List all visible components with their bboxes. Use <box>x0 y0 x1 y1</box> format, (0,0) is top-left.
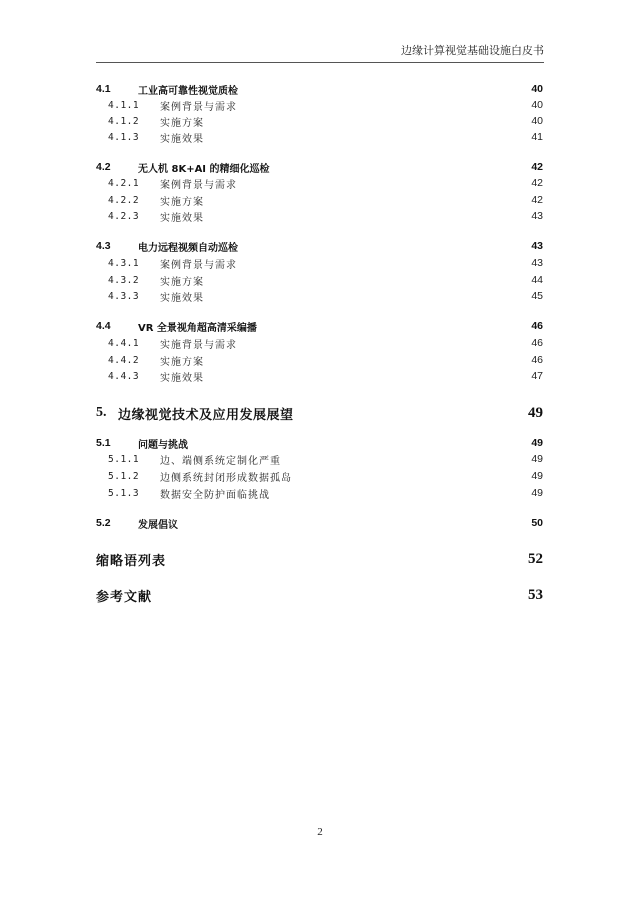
toc-page: 49 <box>531 487 543 499</box>
toc-page: 49 <box>528 404 543 421</box>
toc-number: 4.2 <box>96 161 111 173</box>
toc-page: 49 <box>531 437 543 449</box>
toc-entry-4-2-3[interactable] <box>96 208 543 224</box>
toc-entry-5-1-1[interactable] <box>96 451 543 467</box>
toc-page: 53 <box>528 586 543 603</box>
toc-title: 边缘视觉技术及应用发展展望 <box>118 407 294 423</box>
toc-page: 40 <box>531 115 543 127</box>
toc-entry-4-2-1[interactable] <box>96 175 543 191</box>
toc-page: 41 <box>531 131 543 143</box>
toc-title: 数据安全防护面临挑战 <box>160 489 270 501</box>
toc-number: 5.1.3 <box>108 487 140 499</box>
toc-number: 4.2.1 <box>108 177 140 189</box>
toc-entry-5-2[interactable] <box>96 515 543 531</box>
toc-number: 4.1.3 <box>108 131 140 143</box>
toc-page: 43 <box>531 257 543 269</box>
toc-entry-4-4-3[interactable] <box>96 368 543 384</box>
toc-page: 49 <box>531 453 543 465</box>
toc-title: 参考文献 <box>96 589 153 605</box>
toc-entry-5-1[interactable] <box>96 435 543 451</box>
toc-chapter-5[interactable] <box>96 402 543 424</box>
toc-title: 边侧系统封闭形成数据孤岛 <box>160 472 292 484</box>
toc-title: VR 全景视角超高清采编播 <box>138 322 257 334</box>
toc-page: 43 <box>531 210 543 222</box>
toc-title: 工业高可靠性视觉质检 <box>138 85 238 97</box>
toc-number: 5.1.2 <box>108 470 140 482</box>
toc-page: 42 <box>531 177 543 189</box>
toc-number: 4.4.1 <box>108 337 140 349</box>
page-number: 2 <box>317 826 323 838</box>
toc-title: 案例背景与需求 <box>160 179 237 191</box>
toc-title: 实施效果 <box>160 212 204 224</box>
toc-number: 4.4.3 <box>108 370 140 382</box>
toc-entry-4-3-2[interactable] <box>96 272 543 288</box>
toc-number: 5.2 <box>96 517 111 529</box>
toc-page: 42 <box>531 194 543 206</box>
toc-entry-4-3-3[interactable] <box>96 288 543 304</box>
toc-number: 5. <box>96 405 107 420</box>
toc-page: 44 <box>531 274 543 286</box>
toc-number: 4.1.2 <box>108 115 140 127</box>
toc-title: 实施方案 <box>160 276 204 288</box>
page-header <box>96 44 544 63</box>
toc-entry-4-3-1[interactable] <box>96 255 543 271</box>
toc-page: 42 <box>531 161 543 173</box>
toc-title: 案例背景与需求 <box>160 259 237 271</box>
toc-title: 边、端侧系统定制化严重 <box>160 455 281 467</box>
toc-entry-4-2[interactable] <box>96 159 543 175</box>
toc-page: 47 <box>531 370 543 382</box>
toc-entry-4-2-2[interactable] <box>96 192 543 208</box>
toc-entry-4-1[interactable] <box>96 81 543 97</box>
toc-title: 实施背景与需求 <box>160 339 237 351</box>
toc-number: 4.2.2 <box>108 194 140 206</box>
toc-entry-5-1-3[interactable] <box>96 485 543 501</box>
toc-number: 4.4.2 <box>108 354 140 366</box>
toc-title: 实施方案 <box>160 196 204 208</box>
toc-page: 52 <box>528 550 543 567</box>
toc-page: 46 <box>531 320 543 332</box>
toc-entry-4-4-1[interactable] <box>96 335 543 351</box>
toc-page: 40 <box>531 83 543 95</box>
toc-title: 无人机 8K+AI 的精细化巡检 <box>138 163 270 175</box>
toc-title: 问题与挑战 <box>138 439 188 451</box>
toc-number: 4.1.1 <box>108 99 140 111</box>
page-footer <box>0 826 640 838</box>
toc-number: 4.4 <box>96 320 111 332</box>
toc-number: 4.3.3 <box>108 290 140 302</box>
toc-entry-4-3[interactable] <box>96 238 543 254</box>
toc-number: 4.3.2 <box>108 274 140 286</box>
toc-number: 4.1 <box>96 83 111 95</box>
toc-page: 45 <box>531 290 543 302</box>
toc-entry-4-1-3[interactable] <box>96 129 543 145</box>
toc-page: 43 <box>531 240 543 252</box>
toc-page: 49 <box>531 470 543 482</box>
toc-entry-4-4-2[interactable] <box>96 352 543 368</box>
toc-title: 缩略语列表 <box>96 553 167 569</box>
toc-entry-4-1-1[interactable] <box>96 97 543 113</box>
toc-title: 实施效果 <box>160 133 204 145</box>
toc-number: 4.3.1 <box>108 257 140 269</box>
toc-references[interactable] <box>96 584 543 606</box>
toc-page: 40 <box>531 99 543 111</box>
toc-title: 实施效果 <box>160 372 204 384</box>
toc-number: 4.2.3 <box>108 210 140 222</box>
document-title: 边缘计算视觉基础设施白皮书 <box>401 44 544 57</box>
toc-entry-5-1-2[interactable] <box>96 468 543 484</box>
toc-title: 发展倡议 <box>138 519 178 531</box>
toc-abbreviations[interactable] <box>96 548 543 570</box>
toc-entry-4-1-2[interactable] <box>96 113 543 129</box>
toc-number: 5.1 <box>96 437 111 449</box>
toc-title: 实施方案 <box>160 356 204 368</box>
toc-title: 实施效果 <box>160 292 204 304</box>
toc-number: 4.3 <box>96 240 111 252</box>
toc-page: 46 <box>531 337 543 349</box>
toc-entry-4-4[interactable] <box>96 318 543 334</box>
toc-title: 案例背景与需求 <box>160 101 237 113</box>
toc-page: 50 <box>531 517 543 529</box>
toc-page: 46 <box>531 354 543 366</box>
toc-title: 电力远程视频自动巡检 <box>138 242 238 254</box>
toc-number: 5.1.1 <box>108 453 140 465</box>
toc-title: 实施方案 <box>160 117 204 129</box>
